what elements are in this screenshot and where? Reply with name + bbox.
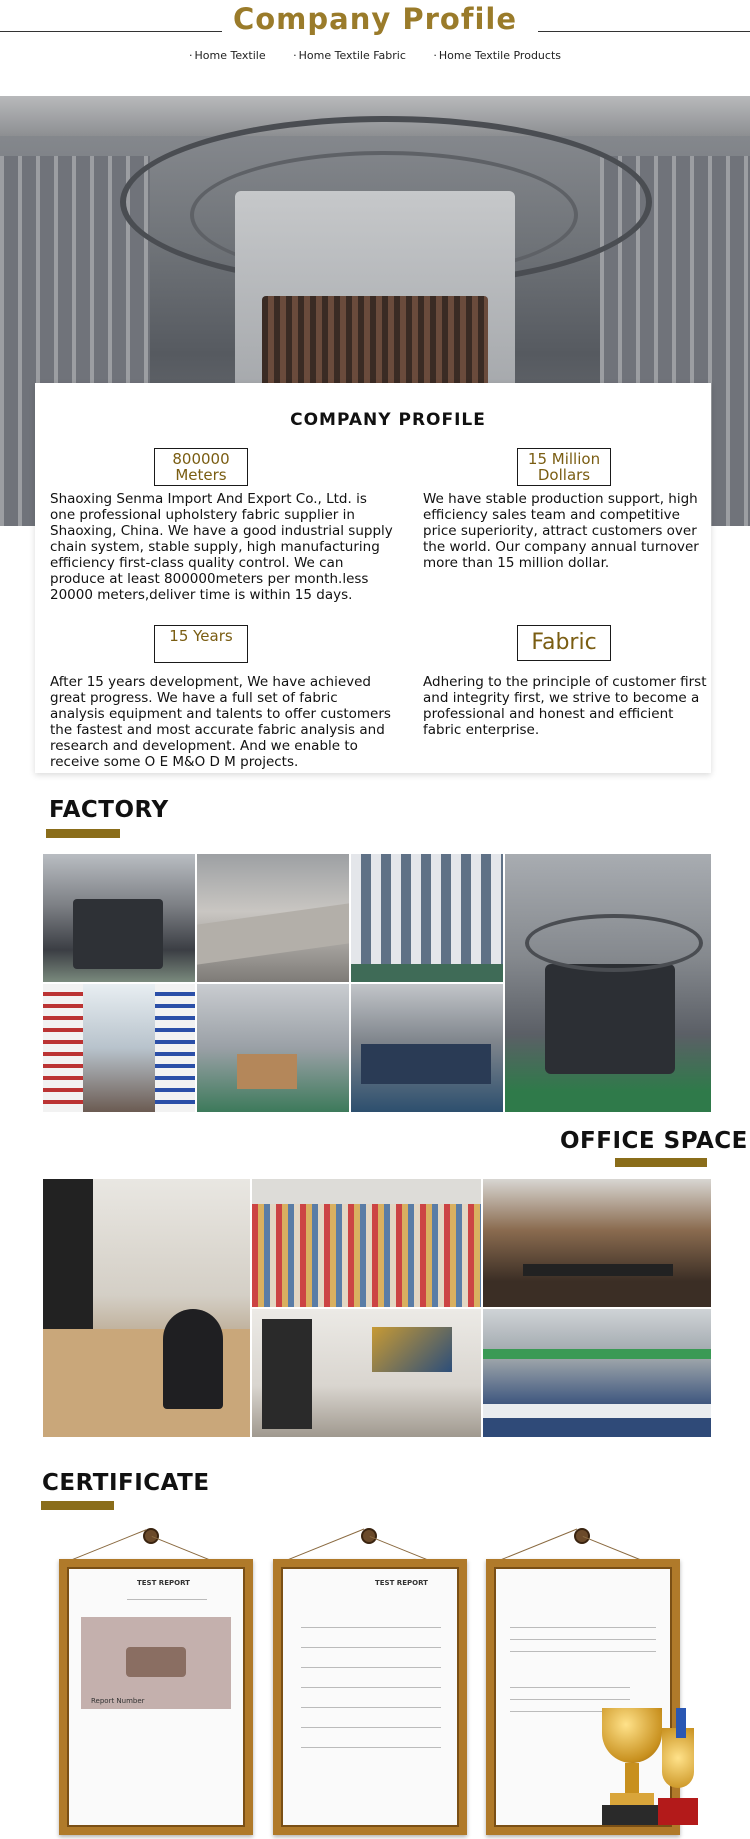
factory-photo-yarn-creel (351, 854, 503, 982)
certificate-heading-bar (41, 1501, 114, 1510)
nav-item-home-textile-products[interactable]: · Home Textile Products (433, 49, 561, 62)
office-photo-manager-office (252, 1309, 481, 1437)
factory-heading: FACTORY (49, 797, 169, 823)
page-title: Company Profile (232, 2, 518, 36)
factory-photo-weaving-looms (351, 984, 503, 1112)
certificate-1-fabric-sample (81, 1617, 231, 1709)
factory-photo-large-machine (505, 854, 711, 1112)
badge-15-years: 15 Years (154, 625, 248, 663)
office-photo-workstation (43, 1179, 250, 1437)
breadcrumb-nav (0, 49, 750, 62)
profile-text-supply: Shaoxing Senma Import And Export Co., Ltd. is one professional upholstery fabric supplier in Shaoxing, China. We have a good industrial supply chain system, stable supply, high manufacturing efficiency first-class quality control. We can produce at least 800000meters per month.less 20000 meters,deliver time is within 15 days. (50, 491, 393, 603)
office-space-heading-bar (615, 1158, 707, 1167)
company-profile-heading: COMPANY PROFILE (290, 410, 486, 430)
office-photo-fabric-showroom (252, 1179, 481, 1307)
profile-text-development: After 15 years development, We have achieved great progress. We have a full set of fabric analysis equipment and talents to offer customers the fastest and most accurate fabric analysis and research and development. And we enable to receive some O E M&O D M projects. (50, 674, 391, 770)
certificate-frame-1: TEST REPORT Report Number (59, 1559, 253, 1835)
badge-800000-meters: 800000 Meters (154, 448, 248, 486)
badge-15-million-dollars: 15 Million Dollars (517, 448, 611, 486)
office-photo-sample-room (483, 1179, 711, 1307)
factory-photo-packing-area (197, 984, 349, 1112)
badge-fabric: Fabric (517, 625, 611, 661)
certificate-heading: CERTIFICATE (42, 1470, 210, 1496)
profile-text-principle: Adhering to the principle of customer first and integrity first, we strive to become a professional and honest and efficient fabric enterprise. (423, 674, 707, 738)
profile-text-sales: We have stable production support, high efficiency sales team and competitive price superiority, attract customers over the world. Our company annual turnover more than 15 million dollar. (423, 491, 699, 571)
trophy-icon (592, 1708, 702, 1833)
nav-item-home-textile[interactable]: · Home Textile (189, 49, 266, 62)
factory-heading-bar (46, 829, 120, 838)
factory-photo-knitting-machine (43, 854, 195, 982)
certificate-frame-2: TEST REPORT (273, 1559, 467, 1835)
office-space-heading: OFFICE SPACE (560, 1128, 748, 1154)
factory-photo-inspection (197, 854, 349, 982)
nav-item-home-textile-fabric[interactable]: · Home Textile Fabric (293, 49, 406, 62)
office-photo-loom-workshop (483, 1309, 711, 1437)
factory-photo-yarn-warehouse (43, 984, 195, 1112)
